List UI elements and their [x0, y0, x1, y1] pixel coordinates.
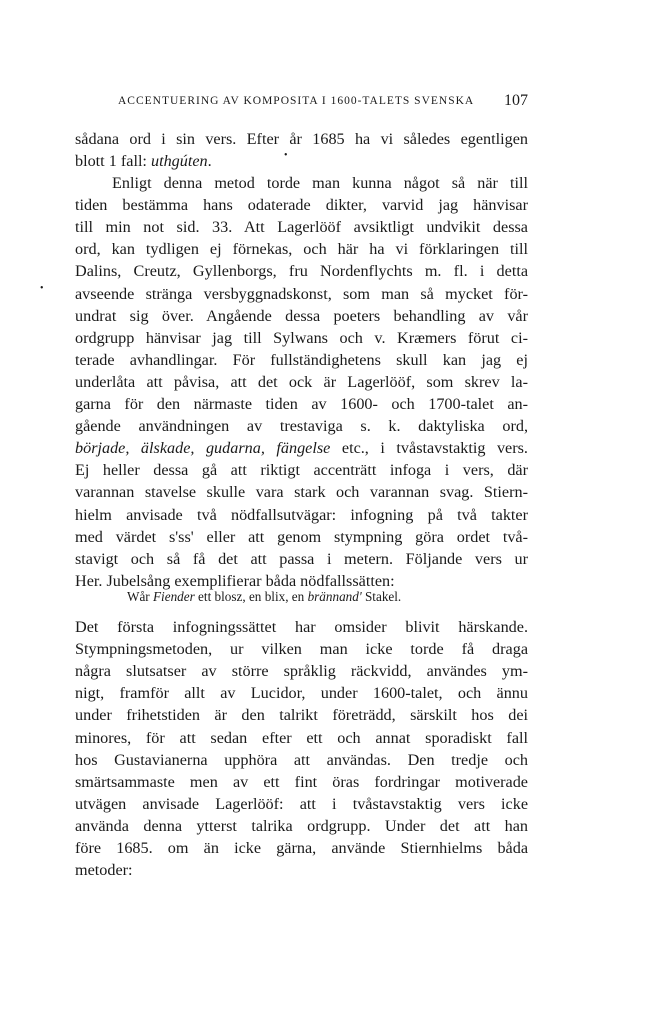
para2-line: Ej heller dessa gå att riktigt accenträtt infoga i vers, där [75, 461, 528, 480]
para2-line: med värdet s'ss' eller att genom stympning göra ordet två- [75, 527, 528, 546]
page-number: 107 [504, 92, 528, 109]
para2-line: garna för den närmaste tiden av 1600- och 1700-talet an- [75, 395, 528, 413]
para3-line: några slutsatser av större språklig räckvidd, användes ym- [75, 662, 528, 681]
para2-line: hielm anvisade två nödfallsutvägar: infogning på två takter [75, 505, 528, 524]
para3-line: utvägen anvisade Lagerlööf: att i tvåstavstaktig vers icke [75, 794, 528, 813]
para3-line: före 1685. om än icke gärna, använde Stiernhielms båda [75, 839, 528, 857]
para3-line: Det första infogningssättet har omsider blivit härskande. [75, 618, 528, 636]
para2-line: började, älskade, gudarna, fängelse etc., i tvåstavstaktig vers. [75, 439, 528, 458]
para2-line: stavigt och så få det att passa i metern. Följande vers ur [75, 549, 528, 568]
para2-line: gående användningen av trestaviga s. k. daktyliska ord, [75, 417, 528, 436]
para3-line: under frihetstiden är den talrikt företrädd, särskilt hos dei [75, 706, 528, 725]
margin-mark: • [40, 283, 44, 294]
para3-line: Stympningsmetoden, ur vilken man icke torde få draga [75, 640, 528, 659]
para2-line: undrat sig över. Angående dessa poeters behandling av vår [75, 306, 528, 325]
para3-line: nigt, framför allt av Lucidor, under 1600-talet, och ännu [75, 684, 528, 703]
para3-line: hos Gustavianerna upphöra att användas. Den tredje och [75, 750, 528, 769]
verse-quotation: Wår Fiender ett blosz, en blix, en brännand' Stakel. [127, 589, 402, 604]
para3-line: använda denna ytterst talrika ordgrupp. Under det att han [75, 816, 528, 835]
para2-line: Her. Jubelsång exemplifierar båda nödfallssätten: [75, 571, 395, 590]
para2-line: ordgrupp hänvisar jag till Sylwans och v. Kræmers förut ci- [75, 328, 528, 347]
para3-line: minores, för att sedan efter ett och annat sporadiskt fall [75, 728, 528, 747]
para1-line: sådana ord i sin vers. Efter år 1685 ha vi således egentligen [75, 130, 528, 148]
running-header [118, 92, 528, 109]
print-speck: • [284, 150, 288, 161]
para2-line: tiden bestämma hans odaterade dikter, varvid jag hänvisar [75, 196, 528, 215]
para2-line: avseende stränga versbyggnadskonst, som man så mycket för- [75, 284, 528, 303]
para2-line: ord, kan tydligen ej förnekas, och här ha vi förklaringen till [75, 240, 528, 259]
para2-line: Enligt denna metod torde man kunna något så när till [112, 174, 528, 192]
running-title: ACCENTUERING AV KOMPOSITA I 1600-TALETS SVENSKA [118, 95, 475, 107]
para2-line: Dalins, Creutz, Gyllenborgs, fru Nordenflychts m. fl. i detta [75, 262, 528, 281]
para2-line: varannan stavelse skulle vara stark och varannan svag. Stiern- [75, 483, 528, 502]
para2-line: underlåta att påvisa, att det ock är Lagerlööf, som skrev la- [75, 372, 528, 391]
quote-word-fiender: Fiender [153, 589, 195, 604]
para2-line: till min not sid. 33. Att Lagerlööf avsiktligt undvikit dessa [75, 218, 528, 237]
para3-line: smärtsammaste men av ett fint öras fordringar motiverade [75, 772, 528, 791]
para3-line: metoder: [75, 861, 133, 880]
para2-line: terade avhandlingar. För fullständighetens skull kan jag ej [75, 350, 528, 369]
quote-word-brannand: brännand' [307, 589, 362, 604]
para1-line: blott 1 fall: uthgúten. [75, 152, 212, 171]
